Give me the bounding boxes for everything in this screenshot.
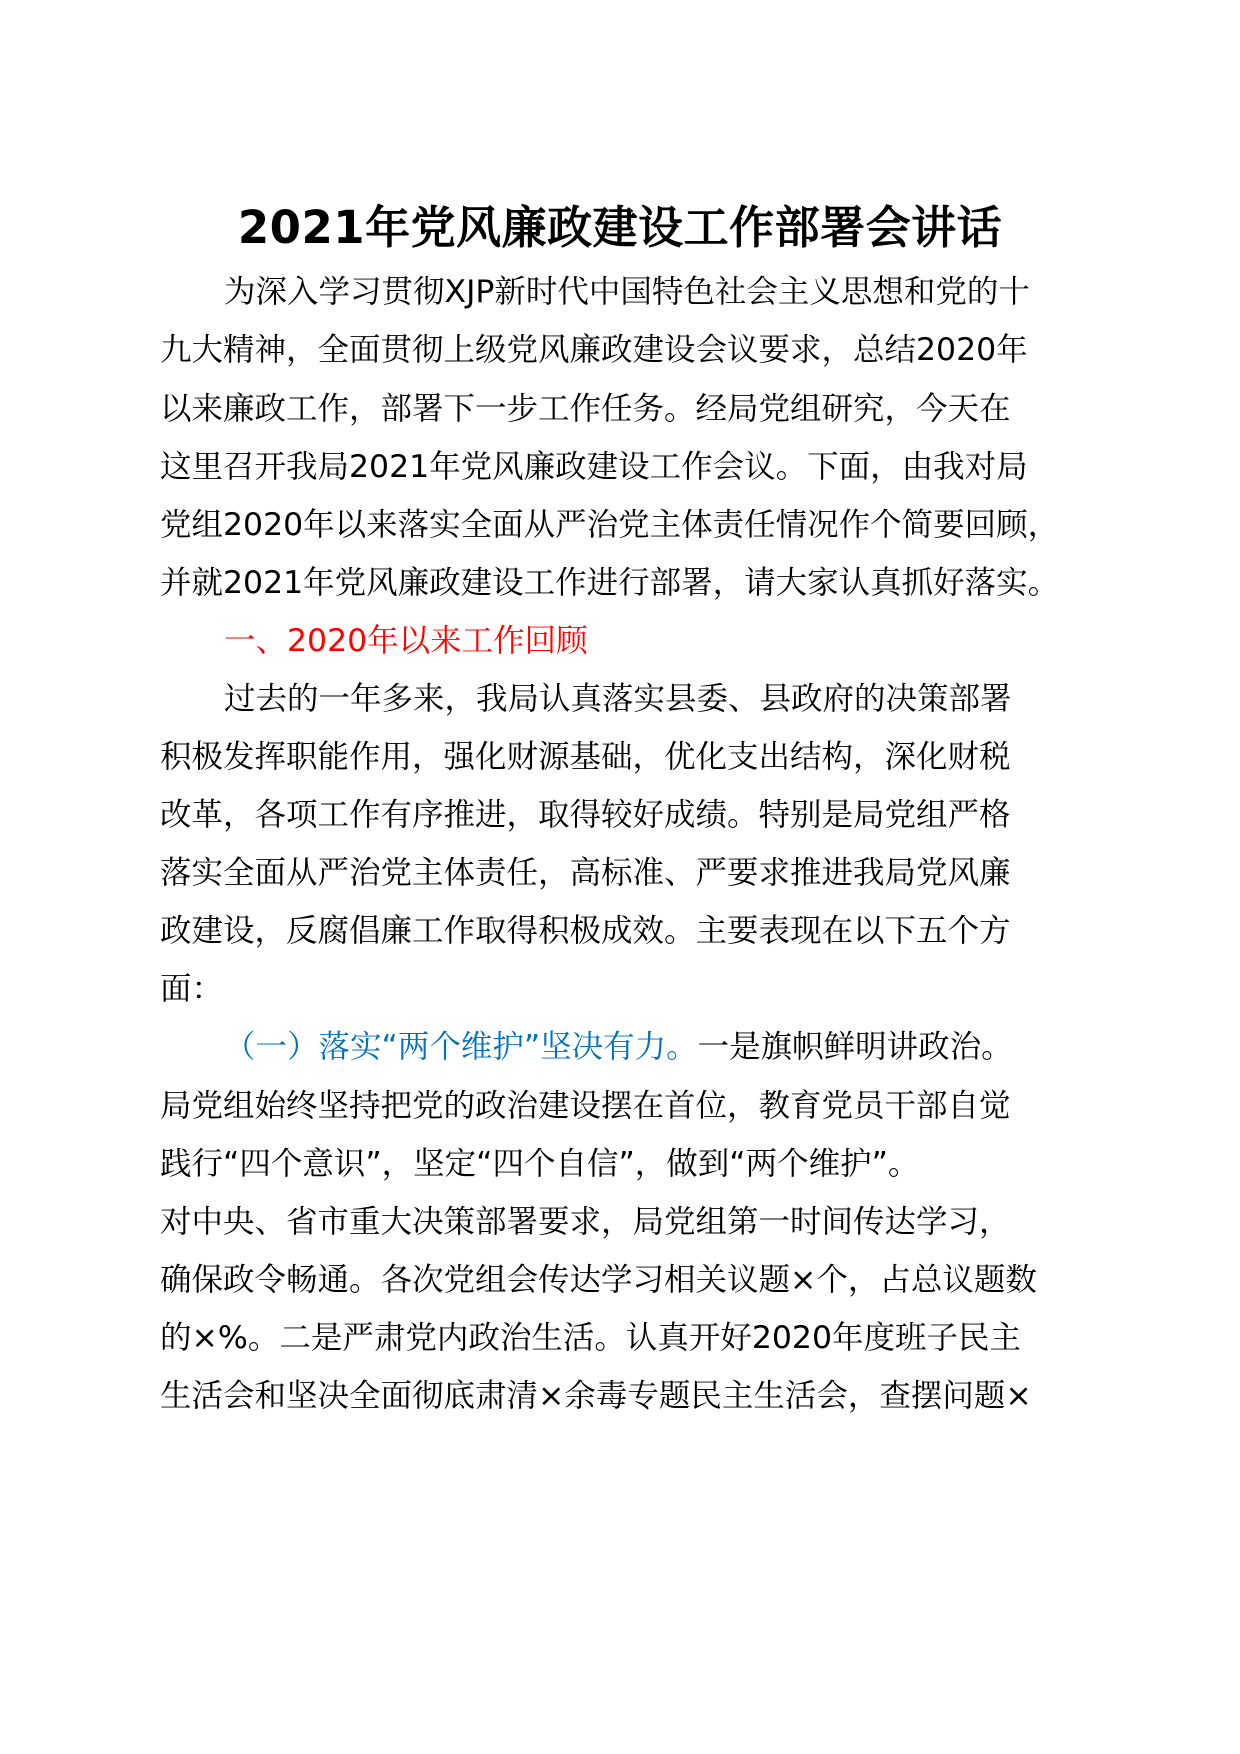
subsection-line-4: 对中央、省市重大决策部署要求，局党组第一时间传达学习， — [160, 1204, 1011, 1240]
intro-line-2: 九大精神，全面贯彻上级党风廉政建设会议要求，总结2020年 — [160, 332, 1028, 368]
subsection-line-5: 确保政令畅通。各次党组会传达学习相关议题×个，占总议题数 — [160, 1262, 1037, 1298]
subsection-line-6: 的×%。二是严肃党内政治生活。认真开好2020年度班子民主 — [160, 1320, 1021, 1356]
subsection-line-3: 践行“四个意识”，坚定“四个自信”，做到“两个维护”。 — [160, 1146, 920, 1182]
intro-line-4: 这里召开我局2021年党风廉政建设工作会议。下面，由我对局 — [160, 449, 1028, 485]
intro-line-3: 以来廉政工作，部署下一步工作任务。经局党组研究，今天在 — [160, 391, 1011, 427]
review-line-1: 过去的一年多来，我局认真落实县委、县政府的决策部署 — [224, 681, 1012, 717]
section-heading: 一、2020年以来工作回顾 — [224, 623, 588, 659]
document-title: 2021年党风廉政建设工作部署会讲话 — [237, 201, 1003, 254]
subsection-line-2: 局党组始终坚持把党的政治建设摆在首位，教育党员干部自觉 — [160, 1088, 1011, 1124]
subsection-first-line — [224, 1027, 1013, 1067]
subsection-line-7: 生活会和坚决全面彻底肃清×余毒专题民主生活会，查摆问题× — [160, 1378, 1032, 1414]
review-line-4: 落实全面从严治党主体责任，高标准、严要求推进我局党风廉 — [160, 855, 1011, 891]
review-line-2: 积极发挥职能作用，强化财源基础，优化支出结构，深化财税 — [160, 739, 1011, 775]
review-line-5: 政建设，反腐倡廉工作取得积极成效。主要表现在以下五个方 — [160, 913, 1011, 949]
subsection-heading: （一）落实“两个维护”坚决有力。 — [224, 1029, 698, 1065]
intro-line-1: 为深入学习贯彻XJP新时代中国特色社会主义思想和党的十 — [224, 274, 1030, 310]
review-line-6: 面： — [160, 971, 224, 1007]
review-line-3: 改革，各项工作有序推进，取得较好成绩。特别是局党组严格 — [160, 797, 1011, 833]
subsection-first-line-text: 一是旗帜鲜明讲政治。 — [697, 1029, 1013, 1065]
intro-line-5: 党组2020年以来落实全面从严治党主体责任情况作个简要回顾， — [160, 507, 1060, 543]
intro-line-6: 并就2021年党风廉政建设工作进行部署，请大家认真抓好落实。 — [160, 565, 1060, 601]
